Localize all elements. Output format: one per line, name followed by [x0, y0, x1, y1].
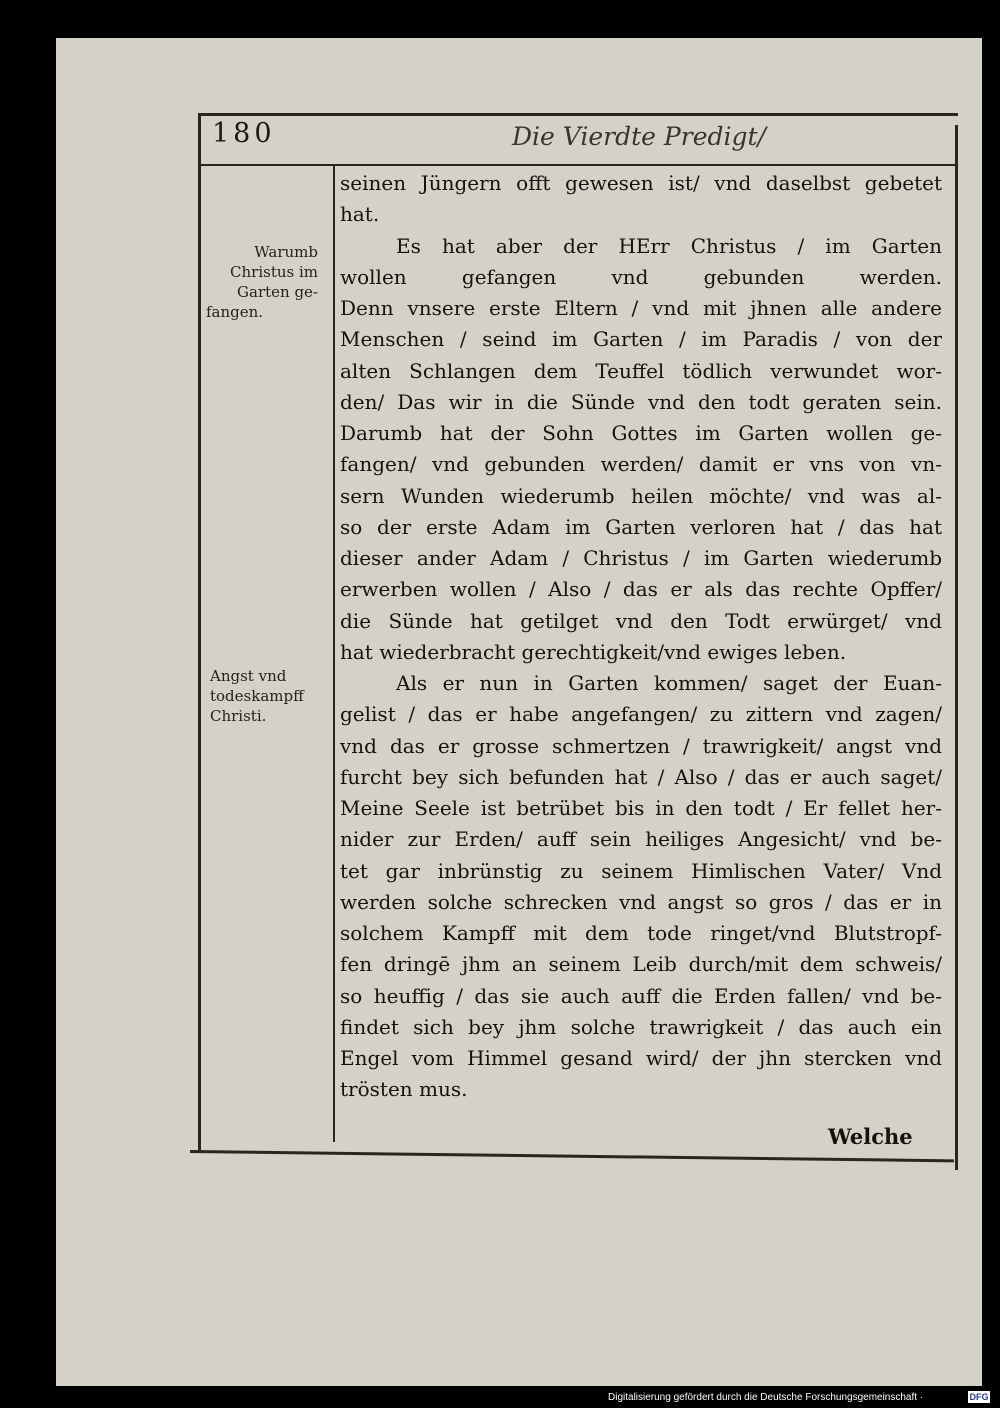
text-line: fen dringē jhm an seinem Leib durch/mit dem schweis/	[340, 952, 942, 977]
running-head: Die Vierdte Predigt/	[512, 122, 766, 151]
text-line: vnd das er grosse schmertzen / trawrigkeit/ angst vnd	[340, 733, 942, 758]
frame-rule-right	[955, 125, 958, 1170]
text-line: dieser ander Adam / Christus / im Garten wiederumb	[340, 546, 942, 570]
margin-note-line: Angst vnd	[210, 667, 287, 685]
page-number: 180	[212, 118, 276, 149]
text-line: die Sünde hat getilget vnd den Todt erwürget/ vnd	[340, 608, 942, 633]
margin-note-line: Warumb	[254, 243, 318, 261]
dfg-logo: DFG	[969, 1392, 989, 1402]
column-rule	[333, 164, 335, 1142]
margin-note-line: Garten ge-	[237, 283, 318, 301]
text-line: tet gar inbrünstig zu seinem Himlischen Vater/ Vnd	[340, 858, 942, 883]
text-line: fangen/ vnd gebunden werden/ damit er vns von vn-	[340, 452, 942, 477]
margin-note-line: Christi.	[210, 707, 267, 725]
text-line: solchem Kampff mit dem tode ringet/vnd Blutstropf-	[340, 921, 942, 945]
margin-note-line: Christus im	[230, 263, 318, 281]
text-line: Engel vom Himmel gesand wird/ der jhn stercken vnd	[340, 1046, 942, 1070]
frame-rule-top	[200, 113, 958, 116]
text-line: alten Schlangen dem Teuffel tödlich verwundet wor-	[340, 358, 942, 383]
text-line: werden solche schrecken vnd angst so gros / das er in	[340, 889, 942, 914]
text-line: trösten mus.	[340, 1077, 468, 1102]
text-line: Denn vnsere erste Eltern / vnd mit jhnen alle andere	[340, 296, 942, 320]
text-line: hat.	[340, 202, 380, 227]
frame-rule-left	[198, 113, 201, 1153]
margin-note-warumb	[206, 242, 318, 322]
margin-note-line: todeskampff	[210, 687, 304, 705]
funding-credit: Digitalisierung gefördert durch die Deutsche Forschungsgemeinschaft ·	[608, 1392, 924, 1403]
margin-note-line: fangen.	[206, 303, 264, 321]
text-line: so der erste Adam im Garten verloren hat / das hat	[340, 514, 942, 539]
body-text	[340, 168, 942, 1106]
text-line: gelist / das er habe angefangen/ zu zittern vnd zagen/	[340, 702, 942, 727]
text-line: Darumb hat der Sohn Gottes im Garten wollen ge-	[340, 421, 942, 445]
text-line: sern Wunden wiederumb heilen möchte/ vnd was al-	[340, 483, 942, 508]
text-line: findet sich bey jhm solche trawrigkeit / das auch ein	[340, 1014, 942, 1039]
text-line: seinen Jüngern offt gewesen ist/ vnd daselbst gebetet	[340, 171, 942, 195]
text-line: nider zur Erden/ auff sein heiliges Angesicht/ vnd be-	[340, 827, 942, 852]
text-line: Es hat aber der HErr Christus / im Garten	[396, 233, 942, 258]
text-line: Meine Seele ist betrübet bis in den todt / Er fellet her-	[340, 796, 942, 820]
text-line: Menschen / seind im Garten / im Paradis / von der	[340, 327, 942, 352]
text-line: Als er nun in Garten kommen/ saget der Euan-	[396, 671, 942, 695]
text-line: wollen gefangen vnd gebunden werden.	[340, 264, 942, 289]
header-rule	[200, 164, 956, 166]
text-line: furcht bey sich befunden hat / Also / das er auch saget/	[340, 764, 942, 789]
text-line: so heuffig / das sie auch auff die Erden fallen/ vnd be-	[340, 983, 942, 1008]
text-line: hat wiederbracht gerechtigkeit/vnd ewiges leben.	[340, 639, 847, 664]
margin-note-angst	[210, 666, 322, 726]
catchword: Welche	[828, 1124, 913, 1149]
text-line: erwerben wollen / Also / das er als das rechte Opffer/	[340, 577, 942, 602]
text-line: den/ Das wir in die Sünde vnd den todt geraten sein.	[340, 389, 942, 414]
